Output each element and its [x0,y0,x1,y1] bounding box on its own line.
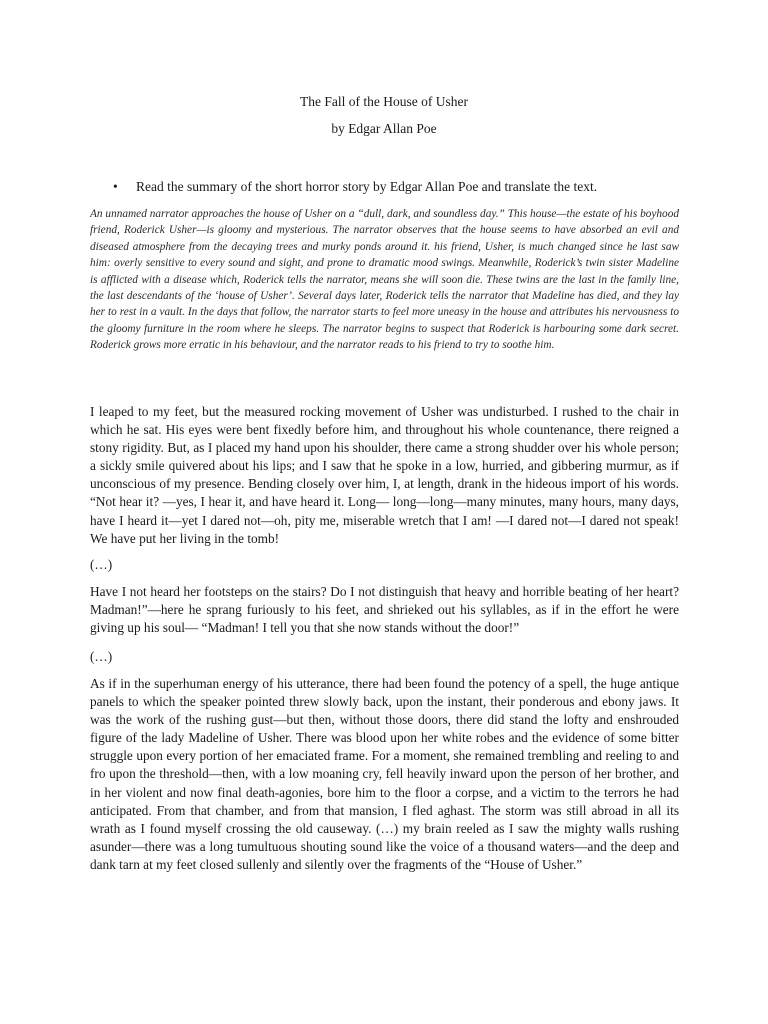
instruction-text: Read the summary of the short horror story by Edgar Allan Poe and translate the text. [136,179,598,194]
ellipsis-marker-2: (…) [90,649,113,664]
story-paragraph-1: I leaped to my feet, but the measured rocking movement of Usher was undisturbed. I rushed to the chair in which he sat. His eyes were bent fixedly before him, and throughout his whole countenance, there reigned a stony rigidity. But, as I placed my hand upon his shoulder, there came a strong shudder over his whole person; a sickly smile quivered about his lips; and I saw that he spoke in a low, hurried, and gibbering murmur, as if unconscious of my presence. Bending closely over him, I, at length, drank in the hideous import of his words. “Not hear it? —yes, I hear it, and have heard it. Long— long—long—many minutes, many hours, many days, have I heard it—yet I dared not—oh, pity me, miserable wretch that I am! —I dared not—I dared not speak! We have put her living in the tomb! [90,404,679,546]
story-paragraph-3: As if in the superhuman energy of his utterance, there had been found the potency of a spell, the huge antique panels to which the speaker pointed threw slowly back, upon the instant, their ponderous and ebony jaws. It was the work of the rushing gust—but then, without those doors, there did stand the lofty and enshrouded figure of the lady Madeline of Usher. There was blood upon her white robes and the evidence of some bitter struggle upon every portion of her emaciated frame. For a moment, she remained trembling and reeling to and fro upon the threshold—then, with a low moaning cry, fell heavily inward upon the person of her brother, and in her violent and now final death-agonies, bore him to the floor a corpse, and a victim to the terrors he had anticipated. From that chamber, and from that mansion, I fled aghast. The storm was still abroad in all its wrath as I found myself crossing the old causeway. (…) my brain reeled as I saw the mighty walls rushing asunder—there was a long tumultuous shouting sound like the voice of a thousand waters—and the deep and dank tarn at my feet closed sullenly and silently over the fragments of the “House of Usher.” [90,676,679,872]
ellipsis-marker-1: (…) [90,557,113,572]
document-title: The Fall of the House of Usher [300,94,468,109]
instruction-item [113,179,673,195]
story-summary: An unnamed narrator approaches the house of Usher on a “dull, dark, and soundless day.” This house—the estate of his boyhood friend, Roderick Usher—is gloomy and mysterious. The narrator observes that the house seems to have absorbed an evil and diseased atmosphere from the decaying trees and murky ponds around it. his friend, Usher, is much changed since he last saw him: overly sensitive to every sound and sight, and prone to dramatic mood swings. Meanwhile, Roderick’s twin sister Madeline is afflicted with a disease which, Roderick tells the narrator, means she will soon die. These twins are the last in the family line, the last descendants of the ‘house of Usher’. Several days later, Roderick tells the narrator that Madeline has died, and they lay her to rest in a vault. In the days that follow, the narrator starts to feel more uneasy in the house and attributes his nervousness to the gloomy furniture in the room where he sleeps. The narrator begins to suspect that Roderick is harbouring some dark secret. Roderick grows more erratic in his behaviour, and the narrator reads to his friend to try to soothe him. [90,208,679,352]
story-paragraph-2: Have I not heard her footsteps on the stairs? Do I not distinguish that heavy and horrible beating of her heart? Madman!”—here he sprang furiously to his feet, and shrieked out his syllables, as if in the effort he were giving up his soul— “Madman! I tell you that she now stands without the door!” [90,584,679,636]
document-author: by Edgar Allan Poe [331,121,437,136]
bullet-icon: • [113,179,118,194]
